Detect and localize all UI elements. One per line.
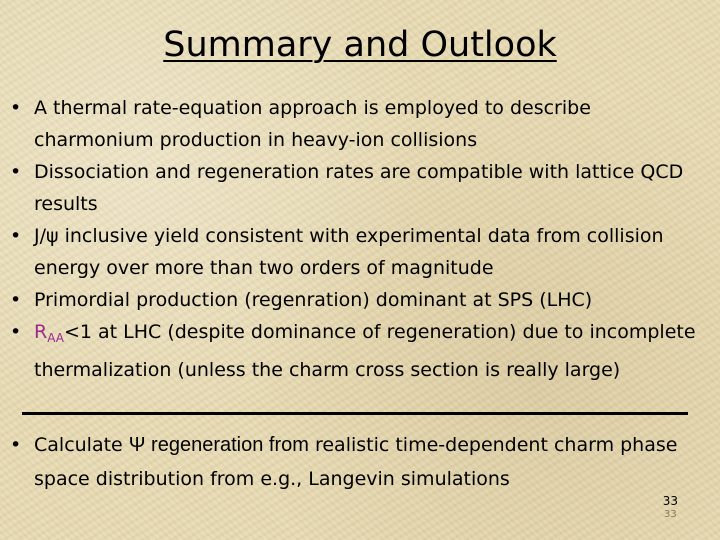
section-divider: [22, 412, 688, 415]
bullet-marker: •: [10, 225, 22, 247]
summary-bullet-list: [10, 92, 710, 386]
bullet-item: [10, 92, 710, 156]
bullet-marker: •: [10, 97, 22, 119]
page-number-main: 33: [662, 494, 678, 508]
bullet-item-raa: [10, 316, 710, 386]
bullet-item: [10, 284, 710, 316]
bullet-marker: •: [10, 434, 22, 456]
raa-base: R: [34, 321, 48, 343]
bullet-marker: •: [10, 321, 22, 343]
outlook-psi: Ψ regeneration from: [128, 434, 309, 456]
raa-subscript: AA: [47, 331, 64, 345]
slide-title: Summary and Outlook: [163, 25, 557, 65]
bullet-text: A thermal rate-equation approach is employed to describe charmonium production in heavy-ion collisions: [34, 97, 591, 151]
page-number-shadow: 33: [663, 509, 677, 520]
bullet-text: J/ψ inclusive yield consistent with experimental data from collision energy over more than two orders of magnitude: [34, 225, 664, 279]
bullet-item: [10, 220, 710, 284]
bullet-text: [34, 316, 710, 386]
outlook-post: realistic time-dependent charm phase space distribution from e.g., Langevin simulations: [34, 434, 678, 490]
outlook-pre: Calculate: [34, 434, 129, 456]
bullet-marker: •: [10, 289, 22, 311]
raa-rest: at LHC (despite dominance of regeneration) due to incomplete thermalization (unless the charm cross section is really large): [34, 321, 696, 381]
bullet-item: [10, 156, 710, 220]
bullet-text: Dissociation and regeneration rates are compatible with lattice QCD results: [34, 161, 684, 215]
bullet-text: Primordial production (regenration) dominant at SPS (LHC): [34, 289, 593, 311]
raa-operator: <1: [63, 321, 92, 343]
bullet-marker: •: [10, 161, 22, 183]
raa-symbol: [34, 321, 64, 343]
outlook-bullet: [10, 428, 710, 496]
page-number: [663, 494, 678, 522]
